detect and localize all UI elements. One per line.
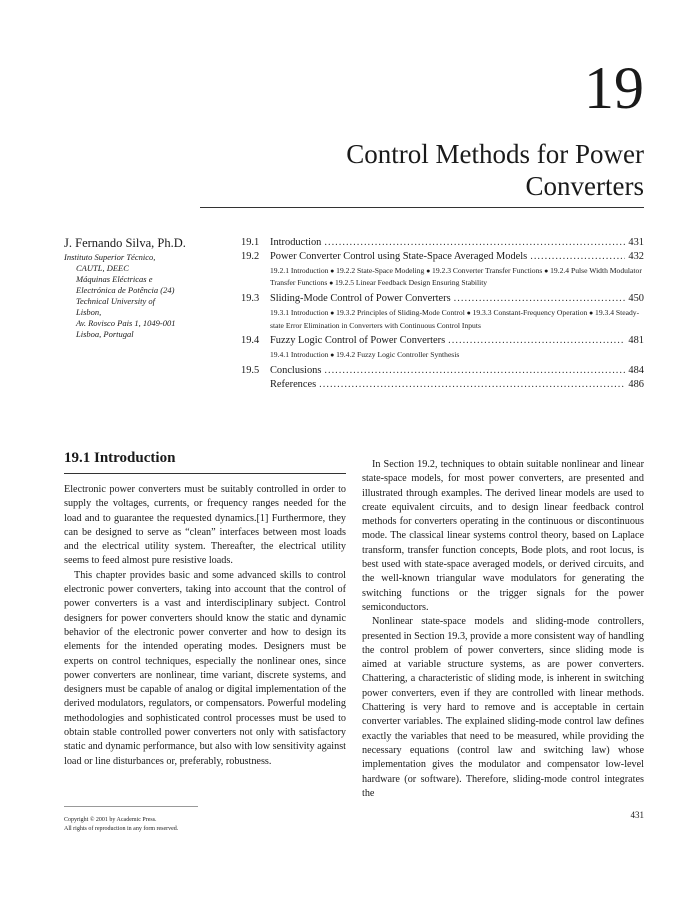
toc-entry-row xyxy=(270,292,644,306)
paragraph: This chapter provides basic and some advanced skills to control electronic power converters, taking into account that the control of power converters is a vast and interdisciplinary subject. Control designers for power converters should know the static and dynamic behavior of the electronic power converter and how to design its elements for the intended operating modes. Designers must be experts on control techniques, especially the nonlinear ones, since power converters are nonlinear, time variant, discrete systems, and designers must be capable of analog or digital implementation of the derived modulators, regulators, or compensators. Powerful modeling methodologies and sophisticated control processes must be used to obtain stable controlled power converters not only with satisfactory static and dynamic performance, but also with low sensitivity against load or line disturbances or, preferably, robustness. xyxy=(64,569,346,767)
chapter-title-line2: Converters xyxy=(525,171,644,201)
toc-subsection[interactable]: 19.2.4 Pulse Width Modulator Transfer Functions xyxy=(270,266,642,288)
page-number: 431 xyxy=(630,810,644,820)
paragraph: In Section 19.2, techniques to obtain suitable nonlinear and linear state-space models, for most power converters, are presented and illustrated through examples. The derived linear models are used to create equivalent circuits, and to design linear feedback control methods for converters operating in the continuous or discontinuous mode. The classical linear systems control theory, based on Laplace transform, transfer function concepts, Bode plots, and root locus, is best used with state-space averaged models, or derived circuits, and the well-known triangular wave modulators for generating the switching functions or the trigger signals for the power semiconductors. xyxy=(362,459,644,613)
toc-leader-dots xyxy=(454,292,626,306)
toc-entry-number: 19.3 xyxy=(241,293,260,305)
toc-entry-title: Sliding-Mode Control of Power Converters xyxy=(270,293,451,305)
bullet-separator: ● xyxy=(327,279,336,288)
toc-entry-row xyxy=(270,250,644,264)
toc-entry-title: References xyxy=(270,379,317,391)
toc-subsection[interactable]: 19.4.2 Fuzzy Logic Controller Synthesis xyxy=(336,349,460,359)
bullet-separator: ● xyxy=(424,267,433,275)
toc-subsection[interactable]: 19.4.1 Introduction xyxy=(270,349,329,359)
rights-line: All rights of reproduction in any form reserved. xyxy=(64,826,179,833)
toc-subsections xyxy=(270,307,644,330)
paragraph: Electronic power converters must be suitably controlled in order to supply the voltages, currents, or frequency ranges needed for the load and to guarantee the requested dynamics.[1] Furthermore, they can be designed to serve as “clean” interfaces between most loads and the electrical utility system. Thereafter, the electrical utility seems to feed almost pure resistive loads. xyxy=(64,484,346,567)
toc-entry-number: 19.5 xyxy=(241,365,260,377)
toc-leader-dots xyxy=(319,378,625,392)
affiliation-line: Electrónica de Potência (24) xyxy=(76,285,175,295)
toc-leader-dots xyxy=(530,250,625,264)
bullet-separator: ● xyxy=(464,309,473,318)
toc-entry-number: 19.4 xyxy=(241,334,260,346)
table-of-contents xyxy=(241,236,644,392)
toc-leader-dots xyxy=(324,364,625,378)
toc-subsection[interactable]: 19.3.1 Introduction xyxy=(270,308,329,318)
affiliation-line: Av. Rovisco Pais 1, 1049-001 xyxy=(76,318,176,328)
section-heading: 19.1 Introduction xyxy=(64,450,176,466)
toc-entry-page: 481 xyxy=(628,334,644,346)
toc-entry-page: 432 xyxy=(628,251,644,262)
toc-entry-title: Power Converter Control using State-Space Averaged Models xyxy=(270,251,528,262)
toc-entry-page: 484 xyxy=(628,365,644,377)
bullet-separator: ● xyxy=(328,350,337,359)
toc-entry[interactable] xyxy=(241,378,644,392)
affiliation-line: CAUTL, DEEC xyxy=(76,263,129,273)
toc-leader-dots xyxy=(324,236,625,250)
toc-entry[interactable] xyxy=(241,236,644,250)
toc-entry-page: 450 xyxy=(628,293,644,305)
author-name: J. Fernando Silva, Ph.D. xyxy=(64,236,186,250)
toc-entry[interactable] xyxy=(241,334,644,361)
toc-subsection[interactable]: 19.2.1 Introduction xyxy=(270,266,329,275)
author-block xyxy=(64,236,234,340)
footnote-rule xyxy=(64,806,198,807)
toc-entry-row xyxy=(270,378,644,392)
affiliation-line: Lisboa, Portugal xyxy=(76,329,134,339)
toc-subsections xyxy=(270,349,644,361)
toc-entry-number: 19.1 xyxy=(241,237,260,248)
chapter-number: 19 xyxy=(584,55,644,121)
affiliation-line: Technical University of xyxy=(76,296,156,306)
toc-entry-title: Conclusions xyxy=(270,365,322,377)
toc-entry-title: Fuzzy Logic Control of Power Converters xyxy=(270,334,446,346)
toc-subsection[interactable]: 19.3.3 Constant-Frequency Operation xyxy=(472,308,588,318)
chapter-title xyxy=(244,138,644,202)
toc-subsection[interactable]: 19.3.2 Principles of Sliding-Mode Control xyxy=(336,308,465,318)
author-affiliation xyxy=(64,252,234,340)
bullet-separator: ● xyxy=(542,267,551,275)
toc-entry[interactable] xyxy=(241,250,644,289)
toc-entry-row xyxy=(270,236,644,250)
title-rule xyxy=(200,207,644,208)
copyright-footnote xyxy=(64,816,178,835)
toc-entry-page: 486 xyxy=(628,379,644,391)
toc-subsection[interactable]: 19.2.5 Linear Feedback Design Ensuring Stability xyxy=(335,278,488,288)
toc-entry-row xyxy=(270,364,644,378)
toc-subsection[interactable]: 19.2.3 Converter Transfer Functions xyxy=(432,266,543,275)
toc-entry-page: 431 xyxy=(628,237,644,248)
bullet-separator: ● xyxy=(328,267,337,275)
toc-leader-dots xyxy=(448,334,625,348)
toc-entry-number: 19.2 xyxy=(241,251,260,262)
toc-entry-title: Introduction xyxy=(270,237,322,248)
toc-entry[interactable] xyxy=(241,364,644,378)
section-rule xyxy=(64,473,346,474)
toc-subsection[interactable]: 19.2.2 State-Space Modeling xyxy=(336,266,425,275)
bullet-separator: ● xyxy=(328,309,337,318)
toc-subsection[interactable]: 19.3.4 Steady-state Error Elimination in Converters with Continuous Control Inputs xyxy=(270,308,640,330)
affiliation-line: Máquinas Eléctricas e xyxy=(76,274,153,284)
affiliation-line: Instituto Superior Técnico, xyxy=(64,252,156,262)
affiliation-line: Lisbon, xyxy=(76,307,102,317)
body-column-left xyxy=(64,483,346,769)
body-column-right xyxy=(362,458,644,801)
bullet-separator: ● xyxy=(587,309,596,318)
paragraph: Nonlinear state-space models and sliding-mode controllers, presented in Section 19.3, provide a more consistent way of handling the control problem of power converters, since sliding mode is aimed at variable structure systems, as are power converters. Chattering, a characteristic of sliding mode, is inherent in switching power converters, even if they are controlled with linear methods. Chattering is very hard to remove and is acceptable in certain converter variables. The explained sliding-mode control law defines exactly the variables that need to be measured, while providing the necessary equations (control law and switching law) whose implementation gives the modulator and compensator low-level hardware (or software). Therefore, sliding-mode control integrates the xyxy=(362,616,644,799)
toc-subsections xyxy=(270,265,644,289)
copyright-line: Copyright © 2001 by Academic Press. xyxy=(64,817,157,823)
toc-entry[interactable] xyxy=(241,292,644,330)
chapter-title-line1: Control Methods for Power xyxy=(346,139,644,169)
toc-entry-row xyxy=(270,334,644,348)
